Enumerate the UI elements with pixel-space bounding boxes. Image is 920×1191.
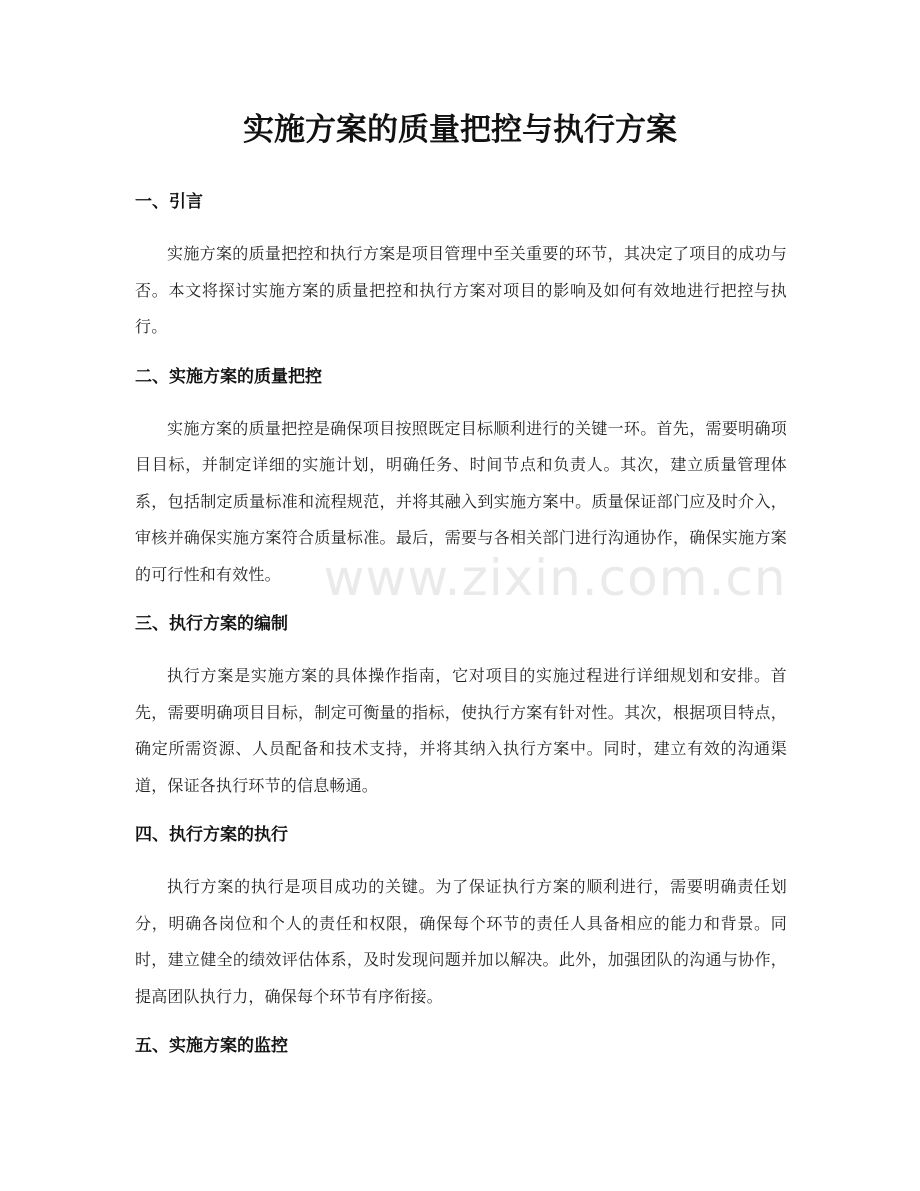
section-paragraph-quality-control: 实施方案的质量把控是确保项目按照既定目标顺利进行的关键一环。首先，需要明确项目目标，并制定详细的实施计划，明确任务、时间节点和负责人。其次，建立质量管理体系，包括制定质量标准和流程规范，并将其融入到实施方案中。质量保证部门应及时介入，审核并确保实施方案符合质量标准。最后，需要与各相关部门进行沟通协作，确保实施方案的可行性和有效性。	[135, 418, 787, 584]
section-heading-monitoring: 五、实施方案的监控	[135, 1036, 288, 1056]
section-heading-plan-execution: 四、执行方案的执行	[135, 825, 288, 845]
section-heading-quality-control: 二、实施方案的质量把控	[135, 366, 322, 387]
document-title: 实施方案的质量把控与执行方案	[243, 112, 677, 148]
section-heading-intro: 一、引言	[135, 192, 203, 212]
watermark-text: www.zixin.com.cn	[323, 549, 787, 607]
section-paragraph-intro: 实施方案的质量把控和执行方案是项目管理中至关重要的环节，其决定了项目的成功与否。本文将探讨实施方案的质量把控和执行方案对项目的影响及如何有效地进行把控与执行。	[135, 244, 787, 336]
document-body	[135, 184, 787, 1080]
section-paragraph-plan-execution: 执行方案的执行是项目成功的关键。为了保证执行方案的顺利进行，需要明确责任划分，明确各岗位和个人的责任和权限，确保每个环节的责任人具备相应的能力和背景。同时，建立健全的绩效评估体系，及时发现问题并加以解决。此外，加强团队的沟通与协作，提高团队执行力，确保每个环节有序衔接。	[135, 877, 787, 1006]
section-heading-plan-preparation: 三、执行方案的编制	[135, 614, 288, 634]
section-paragraph-plan-preparation: 执行方案是实施方案的具体操作指南，它对项目的实施过程进行详细规划和安排。首先，需要明确项目目标，制定可衡量的指标，使执行方案有针对性。其次，根据项目特点，确定所需资源、人员配备和技术支持，并将其纳入执行方案中。同时，建立有效的沟通渠道，保证各执行环节的信息畅通。	[135, 666, 787, 795]
